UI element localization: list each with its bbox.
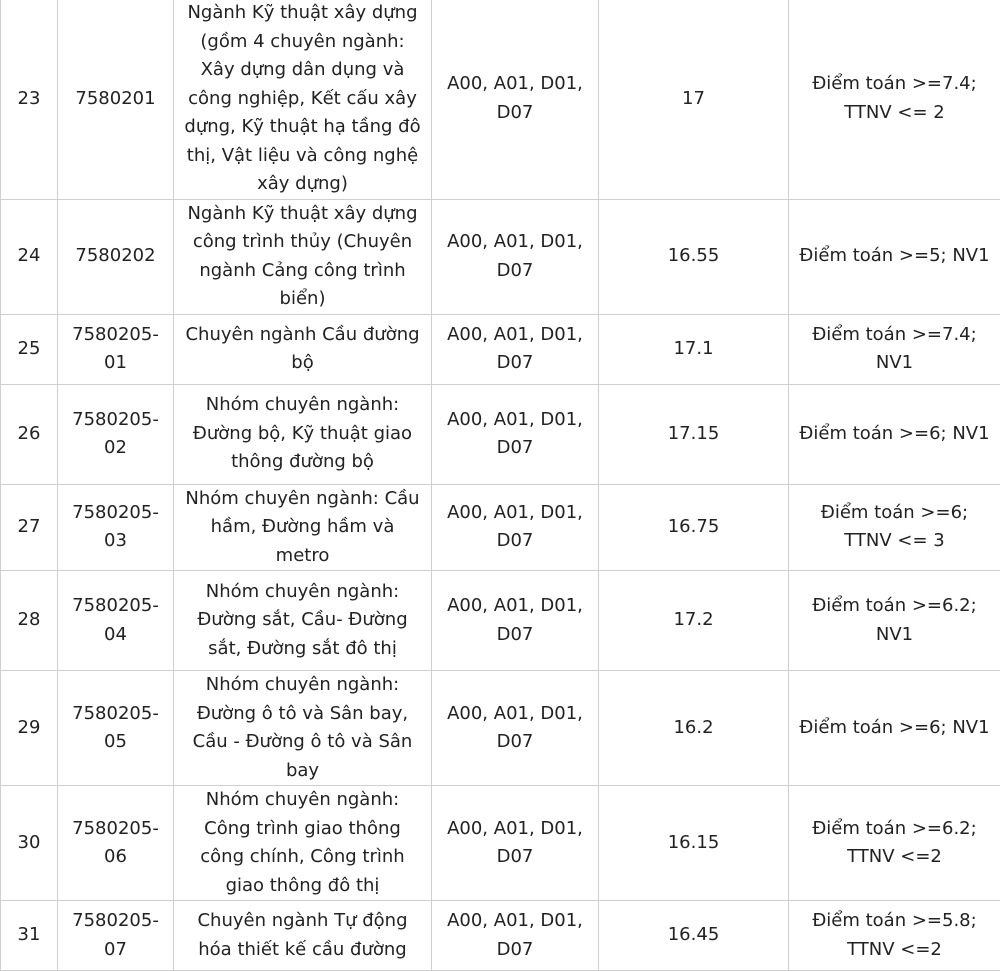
major-name: Chuyên ngành Tự động hóa thiết kế cầu đường xyxy=(174,901,432,971)
major-code: 7580205-01 xyxy=(58,314,174,384)
major-name: Nhóm chuyên ngành: Đường bộ, Kỹ thuật giao thông đường bộ xyxy=(174,384,432,484)
cutoff-score: 17.2 xyxy=(599,571,789,671)
tiebreak-condition: Điểm toán >=6.2; TTNV <=2 xyxy=(789,786,1000,901)
row-number: 25 xyxy=(1,314,58,384)
subject-combinations: A00, A01, D01, D07 xyxy=(432,671,599,786)
major-code: 7580201 xyxy=(58,0,174,199)
row-number: 28 xyxy=(1,571,58,671)
major-code: 7580205-04 xyxy=(58,571,174,671)
cutoff-score: 17 xyxy=(599,0,789,199)
major-name: Nhóm chuyên ngành: Công trình giao thông công chính, Công trình giao thông đô thị xyxy=(174,786,432,901)
major-code: 7580205-02 xyxy=(58,384,174,484)
table-row xyxy=(1,199,1000,314)
subject-combinations: A00, A01, D01, D07 xyxy=(432,786,599,901)
subject-combinations: A00, A01, D01, D07 xyxy=(432,384,599,484)
major-code: 7580205-03 xyxy=(58,484,174,571)
table-row xyxy=(1,314,1000,384)
subject-combinations: A00, A01, D01, D07 xyxy=(432,314,599,384)
tiebreak-condition: Điểm toán >=6.2; NV1 xyxy=(789,571,1000,671)
major-name: Ngành Kỹ thuật xây dựng (gồm 4 chuyên ngành: Xây dựng dân dụng và công nghiệp, Kết cấu xây dựng, Kỹ thuật hạ tầng đô thị, Vật liệu và công nghệ xây dựng) xyxy=(174,0,432,199)
table-row xyxy=(1,484,1000,571)
major-name: Ngành Kỹ thuật xây dựng công trình thủy (Chuyên ngành Cảng công trình biển) xyxy=(174,199,432,314)
tiebreak-condition: Điểm toán >=5.8; TTNV <=2 xyxy=(789,901,1000,971)
major-code: 7580202 xyxy=(58,199,174,314)
major-code: 7580205-07 xyxy=(58,901,174,971)
cutoff-score: 16.2 xyxy=(599,671,789,786)
tiebreak-condition: Điểm toán >=6; NV1 xyxy=(789,671,1000,786)
major-code: 7580205-05 xyxy=(58,671,174,786)
cutoff-score: 16.45 xyxy=(599,901,789,971)
tiebreak-condition: Điểm toán >=5; NV1 xyxy=(789,199,1000,314)
subject-combinations: A00, A01, D01, D07 xyxy=(432,901,599,971)
table-row xyxy=(1,786,1000,901)
tiebreak-condition: Điểm toán >=6; NV1 xyxy=(789,384,1000,484)
subject-combinations: A00, A01, D01, D07 xyxy=(432,571,599,671)
row-number: 29 xyxy=(1,671,58,786)
major-name: Nhóm chuyên ngành: Đường sắt, Cầu- Đường sắt, Đường sắt đô thị xyxy=(174,571,432,671)
tiebreak-condition: Điểm toán >=7.4; NV1 xyxy=(789,314,1000,384)
major-name: Nhóm chuyên ngành: Đường ô tô và Sân bay, Cầu - Đường ô tô và Sân bay xyxy=(174,671,432,786)
table-row xyxy=(1,384,1000,484)
subject-combinations: A00, A01, D01, D07 xyxy=(432,199,599,314)
row-number: 26 xyxy=(1,384,58,484)
row-number: 30 xyxy=(1,786,58,901)
row-number: 23 xyxy=(1,0,58,199)
table-row xyxy=(1,901,1000,971)
cutoff-score: 16.55 xyxy=(599,199,789,314)
table-row xyxy=(1,671,1000,786)
subject-combinations: A00, A01, D01, D07 xyxy=(432,0,599,199)
table-row xyxy=(1,571,1000,671)
row-number: 31 xyxy=(1,901,58,971)
row-number: 24 xyxy=(1,199,58,314)
tiebreak-condition: Điểm toán >=7.4; TTNV <= 2 xyxy=(789,0,1000,199)
row-number: 27 xyxy=(1,484,58,571)
tiebreak-condition: Điểm toán >=6; TTNV <= 3 xyxy=(789,484,1000,571)
cutoff-score: 16.15 xyxy=(599,786,789,901)
cutoff-score: 17.1 xyxy=(599,314,789,384)
cutoff-score: 17.15 xyxy=(599,384,789,484)
subject-combinations: A00, A01, D01, D07 xyxy=(432,484,599,571)
table-row xyxy=(1,0,1000,199)
cutoff-score: 16.75 xyxy=(599,484,789,571)
major-code: 7580205-06 xyxy=(58,786,174,901)
major-name: Chuyên ngành Cầu đường bộ xyxy=(174,314,432,384)
major-name: Nhóm chuyên ngành: Cầu hầm, Đường hầm và metro xyxy=(174,484,432,571)
